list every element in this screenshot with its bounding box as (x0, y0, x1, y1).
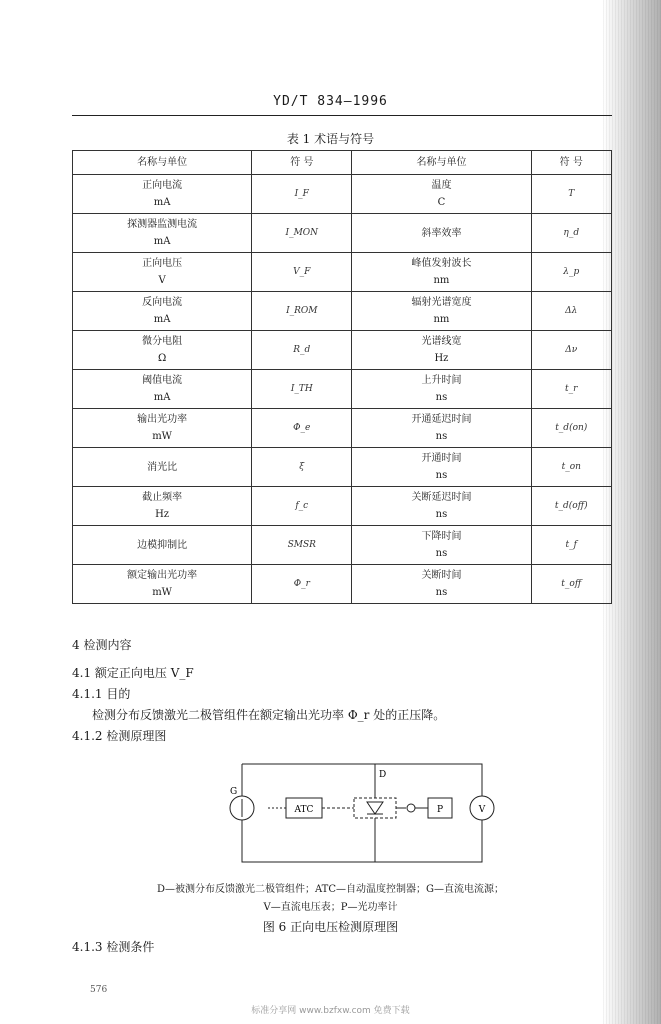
term-name: 开通延迟时间 (411, 414, 472, 425)
term-name: 消光比 (147, 461, 178, 473)
table-body (73, 175, 612, 604)
term-name: 探测器监测电流 (127, 219, 198, 230)
term-unit: Ω (157, 353, 167, 364)
table-row (73, 409, 612, 448)
page-number: 576 (90, 985, 108, 995)
name-unit-cell (73, 565, 252, 604)
symbol-cell: t_d(on) (531, 409, 611, 448)
table-row (73, 292, 612, 331)
symbol-cell: SMSR (252, 526, 352, 565)
term-unit: mA (153, 392, 171, 403)
name-unit-cell (352, 487, 531, 526)
symbol-cell: η_d (531, 214, 611, 253)
symbol-cell: Δν (531, 331, 611, 370)
atc-box (268, 798, 354, 818)
term-unit: mW (152, 431, 172, 442)
terms-symbols-table (72, 150, 612, 604)
term-name: 斜率效率 (421, 227, 462, 239)
term-name: 输出光功率 (137, 414, 188, 425)
term-unit: V (158, 275, 166, 286)
name-unit-cell (73, 253, 252, 292)
name-unit-cell (73, 409, 252, 448)
label-p: P (436, 805, 444, 815)
term-name: 下降时间 (421, 531, 462, 542)
term-name: 边模抑制比 (137, 539, 188, 551)
figure-title: 图 6 正向电压检测原理图 (262, 920, 399, 934)
section-4-1-heading: 4.1 额定正向电压 V_F (72, 666, 194, 680)
term-name: 关断时间 (421, 570, 462, 581)
table-row (73, 487, 612, 526)
name-unit-cell (352, 253, 531, 292)
symbol-cell: Φ_e (252, 409, 352, 448)
table-caption: 表 1 术语与符号 (286, 132, 375, 146)
term-unit: nm (433, 314, 450, 325)
name-unit-cell (352, 331, 531, 370)
term-unit: ns (435, 431, 448, 442)
header-name-unit-1: 名称与单位 (73, 151, 252, 175)
table-row (73, 526, 612, 565)
table-header-row (73, 151, 612, 175)
term-name: 峰值发射波长 (411, 258, 472, 269)
symbol-cell: T (531, 175, 611, 214)
name-unit-cell (73, 292, 252, 331)
term-name: 上升时间 (421, 375, 462, 386)
fiber-link (396, 804, 428, 812)
name-unit-cell (73, 370, 252, 409)
name-unit-cell (73, 526, 252, 565)
term-name: 反向电流 (142, 297, 183, 308)
term-unit: mW (152, 587, 172, 598)
term-name: 温度 (431, 180, 452, 191)
symbol-cell: f_c (252, 487, 352, 526)
table-row (73, 565, 612, 604)
term-unit: C (437, 197, 446, 208)
label-g: G (230, 787, 238, 797)
standard-code-header: YD/T 834—1996 (273, 94, 388, 109)
term-name: 开通时间 (421, 453, 462, 464)
term-unit: ns (435, 587, 448, 598)
symbol-cell: V_F (252, 253, 352, 292)
table-row (73, 214, 612, 253)
optical-power-meter-p (428, 798, 452, 818)
term-unit: mA (153, 197, 171, 208)
figure-legend-line-1: D—被测分布反馈激光二极管组件；ATC—自动温度控制器；G—直流电流源； (156, 884, 504, 895)
name-unit-cell (352, 292, 531, 331)
term-unit: ns (435, 470, 448, 481)
term-name: 辐射光谱宽度 (411, 297, 472, 308)
section-4-1-1-heading: 4.1.1 目的 (72, 687, 131, 701)
term-name: 正向电压 (142, 258, 183, 269)
table-row (73, 253, 612, 292)
name-unit-cell (73, 175, 252, 214)
figure-legend-line-2: V—直流电压表；P—光功率计 (263, 902, 398, 913)
term-unit: mA (153, 236, 171, 247)
section-4-1-3-heading: 4.1.3 检测条件 (72, 940, 155, 954)
table-row (73, 175, 612, 214)
section-4-1-1-text: 检测分布反馈激光二极管组件在额定输出光功率 Φ_r 处的正压降。 (92, 708, 446, 722)
term-unit: nm (433, 275, 450, 286)
name-unit-cell (352, 526, 531, 565)
term-name: 阈值电流 (142, 375, 183, 386)
symbol-cell: t_r (531, 370, 611, 409)
term-unit: mA (153, 314, 171, 325)
term-name: 截止频率 (142, 492, 183, 503)
symbol-cell: λ_p (531, 253, 611, 292)
term-unit: ns (435, 548, 448, 559)
symbol-cell: Δλ (531, 292, 611, 331)
name-unit-cell (352, 370, 531, 409)
symbol-cell: ξ (252, 448, 352, 487)
symbol-cell: t_f (531, 526, 611, 565)
label-atc: ATC (294, 805, 314, 815)
current-source-g (230, 796, 254, 820)
term-name: 正向电流 (142, 180, 183, 191)
name-unit-cell (352, 409, 531, 448)
section-4-1-2-heading: 4.1.2 检测原理图 (72, 729, 167, 743)
header-rule (72, 115, 612, 116)
term-unit: Hz (434, 353, 449, 364)
name-unit-cell (73, 487, 252, 526)
term-name: 额定输出光功率 (127, 570, 198, 581)
laser-diode-module-d (354, 798, 396, 818)
name-unit-cell (352, 448, 531, 487)
header-name-unit-2: 名称与单位 (352, 151, 531, 175)
site-watermark: 标准分享网 www.bzfxw.com 免费下载 (251, 1006, 410, 1016)
header-symbol-2: 符 号 (531, 151, 611, 175)
symbol-cell: I_MON (252, 214, 352, 253)
voltmeter-v (470, 796, 494, 820)
table-row (73, 448, 612, 487)
symbol-cell: I_ROM (252, 292, 352, 331)
term-unit: Hz (155, 509, 170, 520)
symbol-cell: I_F (252, 175, 352, 214)
symbol-cell: R_d (252, 331, 352, 370)
name-unit-cell (352, 565, 531, 604)
name-unit-cell (73, 448, 252, 487)
table-row (73, 370, 612, 409)
name-unit-cell (352, 175, 531, 214)
symbol-cell: t_d(off) (531, 487, 611, 526)
term-name: 光谱线宽 (421, 336, 462, 347)
header-symbol-1: 符 号 (252, 151, 352, 175)
symbol-cell: I_TH (252, 370, 352, 409)
symbol-cell: t_on (531, 448, 611, 487)
symbol-cell: Φ_r (252, 565, 352, 604)
symbol-cell: t_off (531, 565, 611, 604)
table-row (73, 331, 612, 370)
name-unit-cell (352, 214, 531, 253)
name-unit-cell (73, 214, 252, 253)
label-v: V (478, 805, 486, 815)
name-unit-cell (73, 331, 252, 370)
test-circuit-diagram (228, 758, 498, 870)
term-name: 微分电阻 (142, 336, 183, 347)
term-unit: ns (435, 392, 448, 403)
label-d: D (379, 770, 387, 780)
section-4-heading: 4 检测内容 (72, 638, 132, 652)
term-unit: ns (435, 509, 448, 520)
term-name: 关断延迟时间 (411, 492, 472, 503)
